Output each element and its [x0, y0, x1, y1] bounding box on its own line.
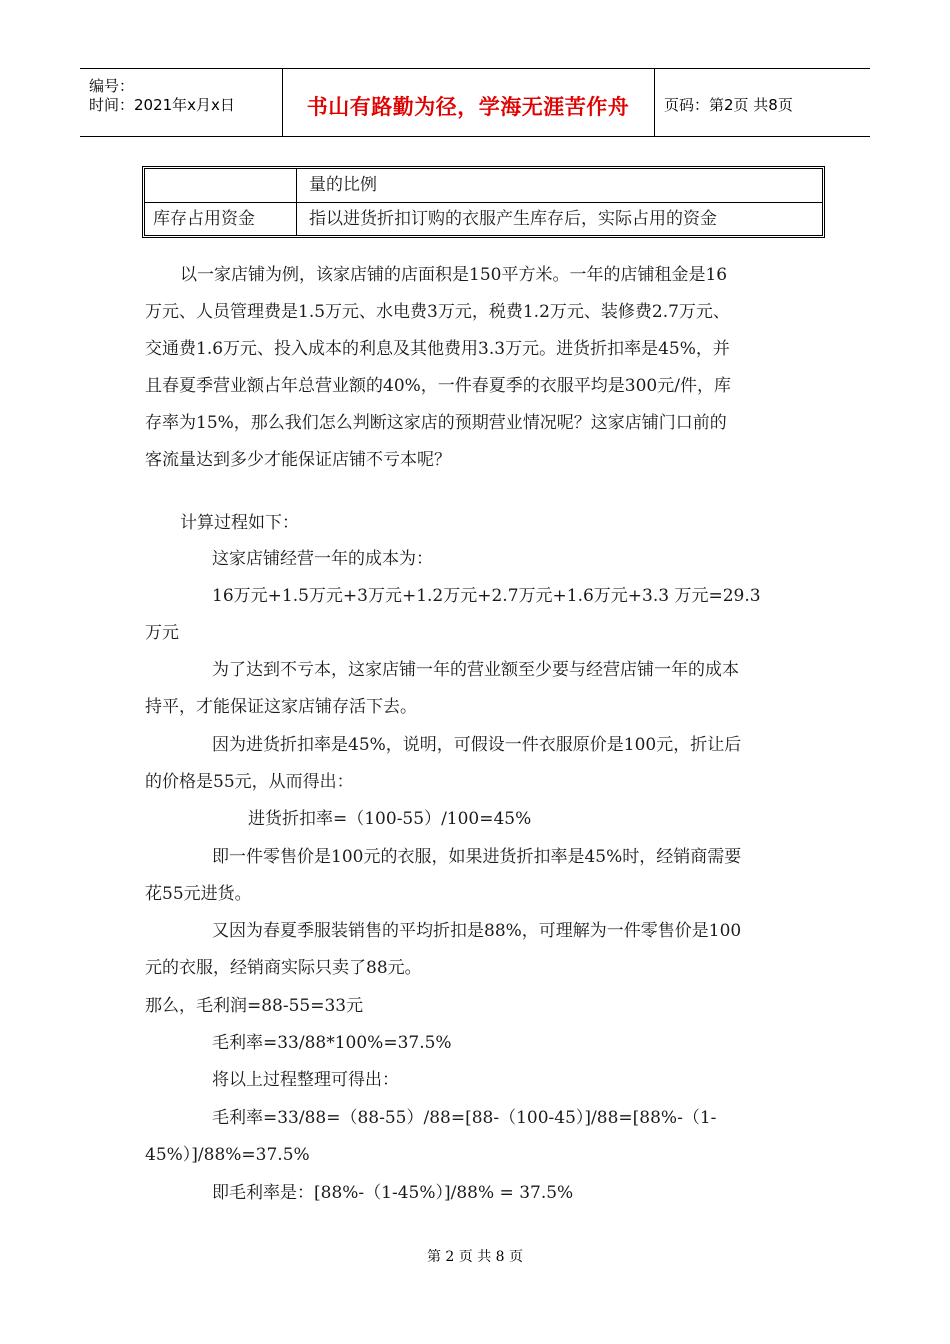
summary-formula-continued: 45%）]/88%=37.5%: [145, 1145, 310, 1165]
header-motto: 书山有路勤为径，学海无涯苦作舟: [306, 95, 630, 119]
header-page-cell: [654, 69, 870, 136]
page-header: [80, 68, 870, 137]
table-row: [145, 203, 822, 236]
breakeven-line: 为了达到不亏本，这家店铺一年的营业额至少要与经营店铺一年的成本: [212, 660, 739, 680]
table-definition-cell: 量的比例: [309, 175, 377, 195]
cost-title: 这家店铺经营一年的成本为：: [212, 549, 433, 569]
table-row: [145, 169, 822, 203]
definition-table: [142, 166, 825, 238]
intro-line: 交通费1.6万元、投入成本的利息及其他费用3.3万元。进货折扣率是45%，并: [145, 339, 730, 359]
cost-formula-continued: 万元: [145, 623, 179, 643]
document-date-label: 时间：2021年x月x日: [89, 96, 235, 114]
discount-line: 的价格是55元，从而得出：: [145, 772, 354, 792]
summary-formula: 毛利率=33/88=（88-55）/88=[88-（100-45）]/88=[88%-（1-: [212, 1108, 717, 1128]
final-formula: 即毛利率是：[88%-（1-45%）]/88% = 37.5%: [212, 1183, 574, 1203]
table-term-cell: [145, 169, 297, 202]
intro-line: 万元、人员管理费是1.5万元、水电费3万元，税费1.2万元、装修费2.7万元、: [145, 302, 730, 322]
retail-line: 花55元进货。: [145, 884, 252, 904]
sales-line: 又因为春夏季服装销售的平均折扣是88%，可理解为一件零售价是100: [212, 921, 742, 941]
header-motto-cell: [282, 69, 655, 136]
sales-line: 元的衣服，经销商实际只卖了88元。: [145, 958, 422, 978]
gross-margin-line: 毛利率=33/88*100%=37.5%: [212, 1033, 452, 1053]
breakeven-line: 持平，才能保证这家店铺存活下去。: [145, 697, 417, 717]
discount-line: 因为进货折扣率是45%，说明，可假设一件衣服原价是100元，折让后: [212, 735, 742, 755]
cost-formula: 16万元+1.5万元+3万元+1.2万元+2.7万元+1.6万元+3.3 万元=29.3: [212, 586, 761, 606]
document-number-label: 编号：: [89, 77, 135, 95]
header-meta-cell: [80, 69, 283, 136]
intro-line: 以一家店铺为例，该家店铺的店面积是150平方米。一年的店铺租金是16: [180, 265, 728, 285]
page-footer: 第 2 页 共 8 页: [426, 1249, 524, 1265]
table-definition-cell: 指以进货折扣订购的衣服产生库存后，实际占用的资金: [309, 209, 717, 229]
intro-line: 存率为15%，那么我们怎么判断这家店的预期营业情况呢？这家店铺门口前的: [145, 413, 727, 433]
discount-formula: 进货折扣率=（100-55）/100=45%: [248, 809, 532, 829]
intro-line: 且春夏季营业额占年总营业额的40%，一件春夏季的衣服平均是300元/件，库: [145, 376, 731, 396]
header-page-info: 页码：第2页 共8页: [664, 96, 793, 114]
calc-title: 计算过程如下：: [180, 513, 299, 533]
retail-line: 即一件零售价是100元的衣服，如果进货折扣率是45%时，经销商需要: [212, 847, 742, 867]
summary-title: 将以上过程整理可得出：: [212, 1070, 399, 1090]
gross-profit-line: 那么，毛利润=88-55=33元: [145, 996, 364, 1016]
intro-line: 客流量达到多少才能保证店铺不亏本呢？: [145, 450, 451, 470]
table-term-cell: 库存占用资金: [145, 203, 297, 236]
